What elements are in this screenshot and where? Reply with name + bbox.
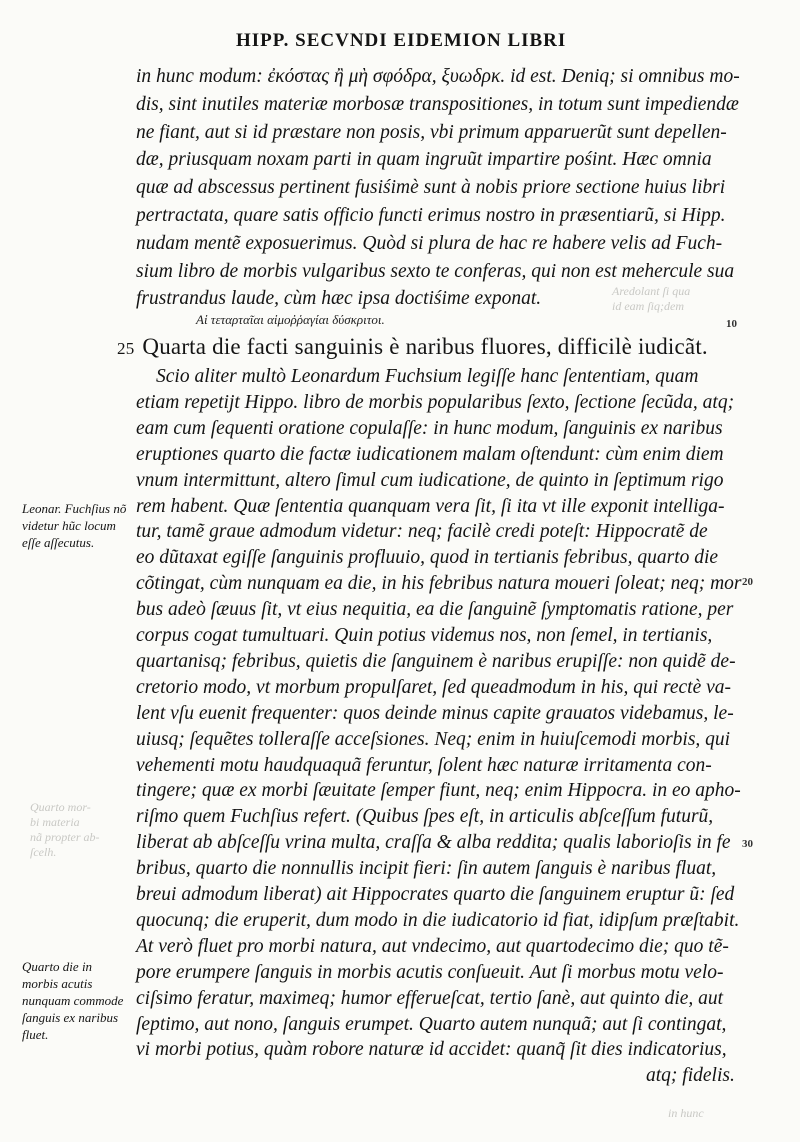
margin-note-fuchsius: Leonar. Fuchſius nõ videtur hũc locum eſſe aſſecutus.	[22, 501, 127, 550]
text-line: rem habent. Quæ ſententia quanquam vera ſit, ſi ita vt ille exponit intelliga-	[136, 495, 725, 517]
text-line: dis, sint inutiles materiæ morbosæ transpositiones, in totum sunt impediendæ	[136, 93, 739, 115]
line-number-10: 10	[726, 318, 737, 330]
text-line: ciſsimo feratur, maximeq; humor efferueſcat, tertio ſanè, aut quinto die, aut	[136, 987, 724, 1009]
text-line: corpus cogat tumultuari. Quin potius videmus nos, non ſemel, in tertianis,	[136, 625, 713, 646]
aphorism-number: 25	[117, 339, 135, 358]
text-line: eruptiones quarto die factæ iudicationem malam oſtendunt: cùm enim diem	[136, 443, 724, 465]
aphorism-heading	[117, 334, 708, 360]
bleed-through-left: Quarto mor- bi materia nã propter ab- ſcelh.	[30, 800, 100, 859]
text-line: breui admodum liberat) ait Hippocrates quarto die ſanguinem eruptur ũ: ſed	[136, 884, 735, 905]
text-line: eo dũtaxat egiſſe ſanguinis profluuio, quod in tertianis febribus, quarto die	[136, 547, 719, 569]
text-line: quæ ad abscessus pertinent fusiśimè sunt à nobis priore sectione huius libri	[136, 177, 726, 199]
text-line: nudam mentẽ exposuerimus. Quòd si plura de hac re habere velis ad Fuch-	[136, 232, 723, 254]
text-line: ne fiant, aut si id præstare non posis, vbi primum apparuerũt sunt depellen-	[136, 121, 727, 143]
text-line: lent vſu euenit frequenter: quos deinde minus capite grauatos videbamus, le-	[136, 702, 734, 724]
text-line: sium libro de morbis vulgaribus sexto te conferas, qui non est mehercule sua	[136, 260, 735, 282]
bleed-through-bottom: in hunc	[668, 1106, 704, 1120]
text-line: tingere; quæ ex morbi ſæuitate ſemper fiunt, neq; enim Hippocra. in eo apho-	[136, 780, 741, 802]
text-line: atq; fidelis.	[646, 1065, 735, 1087]
text-line: etiam repetijt Hippo. libro de morbis popularibus ſexto, ſectione ſecũda, atq;	[136, 391, 735, 413]
text-line: vi morbi potius, quàm robore naturæ id accidet: quanq̃ ſit dies indicatorius,	[136, 1039, 727, 1061]
margin-note-quarto-die: Quarto die in morbis acutis nunquam commode ſanguis ex naribus fluet.	[22, 959, 124, 1042]
text-line: Scio aliter multò Leonardum Fuchsium legiſſe hanc ſententiam, quam	[156, 366, 699, 387]
text-line: liberat ab abſceſſu vrina multa, craſſa & alba reddita; qualis laborioſis in fe	[136, 832, 731, 854]
aphorism-text: Quarta die facti sanguinis è naribus fluores, difficilè iudicãt.	[142, 334, 708, 359]
text-line: quocunq; die eruperit, dum modo in die iudicatorio id fiat, idipſum præſtabit.	[136, 909, 740, 931]
line-number-30: 30	[742, 838, 753, 850]
running-head: HIPP. SECVNDI EIDEMION LIBRI	[236, 30, 567, 51]
text-line: uiusq; ſequẽtes tolleraſſe acceſsiones. Neq; enim in huiuſcemodi morbis, qui	[136, 728, 731, 750]
text-line: quartanisq; febribus, quietis die ſanguinem è naribus erupiſſe: non quidẽ de-	[136, 650, 736, 672]
text-line: bus adeò ſæuus ſit, vt eius nequitia, ea die ſanguinẽ ſymptomatis ratione, per	[136, 599, 734, 621]
text-line: cõtingat, cùm nunquam ea die, in his febribus natura moueri ſoleat; neq; mor	[136, 573, 742, 595]
greek-aphorism: Αἱ τεταρταῖαι αἱμοῤῥαγίαι δύσκριτοι.	[196, 312, 385, 327]
text-line: cretorio modo, vt morbum propulſaret, ſed queadmodum in his, qui rectè va-	[136, 676, 732, 698]
text-line: tur, tamẽ graue admodum videtur: neq; facilè credi poteſt: Hippocratẽ de	[136, 521, 708, 543]
text-line: pore erumpere ſanguis in morbis acutis conſueuit. Aut ſi morbus motu velo-	[136, 961, 724, 983]
text-line: eam cum ſequenti oratione copulaſſe: in hunc modum, ſanguinis ex naribus	[136, 417, 723, 439]
bleed-through-right: Aredolant ſi qua id eam ſiq;dem	[612, 284, 691, 313]
text-line: riſmo quem Fuchſius refert. (Quibus ſpes eſt, in articulis abſceſſum futurũ,	[136, 806, 714, 828]
text-line: frustrandus laude, cùm hæc ipsa doctiśime exponat.	[136, 288, 542, 310]
text-line: ſeptimo, aut nono, ſanguis erumpet. Quarto autem nunquã; aut ſi contingat,	[136, 1013, 727, 1035]
text-line: pertractata, quare satis officio functi erimus nostro in præsentiarũ, si Hipp.	[136, 205, 726, 226]
text-line: vnum intermittunt, altero ſimul cum iudicatione, de quinto in ſeptimum rigo	[136, 469, 724, 491]
text-line: vehementi motu haudquaquã feruntur, ſolent hæc naturæ irritamenta con-	[136, 754, 712, 776]
text-line: bribus, quarto die nonnullis incipit fieri: ſin autem ſanguis è naribus fluat,	[136, 858, 717, 880]
line-number-20: 20	[742, 576, 753, 588]
text-line: At verò fluet pro morbi natura, aut vndecimo, aut quartodecimo die; quo tẽ-	[136, 935, 729, 957]
text-line: dæ, priusquam noxam parti in quam ingruũt impartire pośint. Hæc omnia	[136, 149, 712, 171]
text-line: in hunc modum: ἐκόστας ἢ μὴ σφόδρα, ξυωδρκ. id est. Deniq; si omnibus mo-	[136, 66, 740, 87]
